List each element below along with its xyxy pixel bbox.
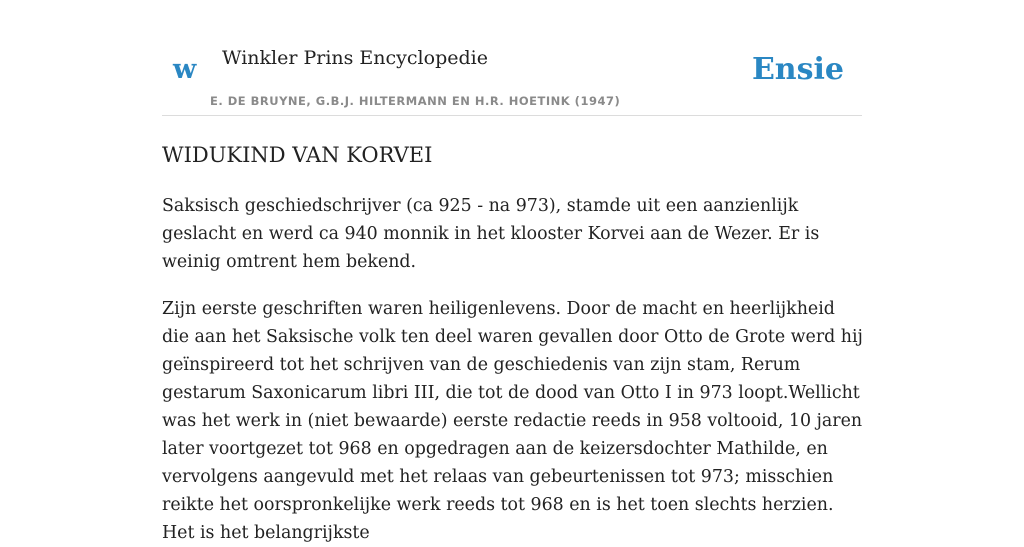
article-paragraph-2: Zijn eerste geschriften waren heiligenlevens. Door de macht en heerlijkheid die aan het Saksische volk ten deel waren gevallen door Otto de Grote werd hij geïnspireerd tot het schrijven van de geschiedenis van zijn stam, Rerum gestarum Saxonicarum libri III, die tot de dood van Otto I in 973 loopt.Wellicht was het werk in (niet bewaarde) eerste redactie reeds in 958 voltooid, 10 jaren later voortgezet tot 968 en opgedragen aan de keizersdochter Mathilde, en vervolgens aangevuld met het relaas van gebeurtenissen tot 973; misschien reikte het oorspronkelijke werk reeds tot 968 en is het toen slechts herzien. Het is het belangrijkste xyxy=(162,299,863,543)
article-content xyxy=(162,140,866,547)
brand-logo[interactable]: Ensie xyxy=(751,52,844,87)
article-title: WIDUKIND VAN KORVEI xyxy=(162,143,433,167)
article-paragraph-1: Saksisch geschiedschrijver (ca 925 - na 973), stamde uit een aanzienlijk geslacht en werd ca 940 monnik in het klooster Korvei aan de Wezer. Er is weinig omtrent hem bekend. xyxy=(162,196,820,272)
authors-line: E. DE BRUYNE, G.B.J. HILTERMANN EN H.R. HOETINK (1947) xyxy=(210,94,621,108)
site-header xyxy=(162,0,862,116)
site-title[interactable]: Winkler Prins Encyclopedie xyxy=(222,47,488,69)
site-logo[interactable]: w xyxy=(173,54,197,85)
